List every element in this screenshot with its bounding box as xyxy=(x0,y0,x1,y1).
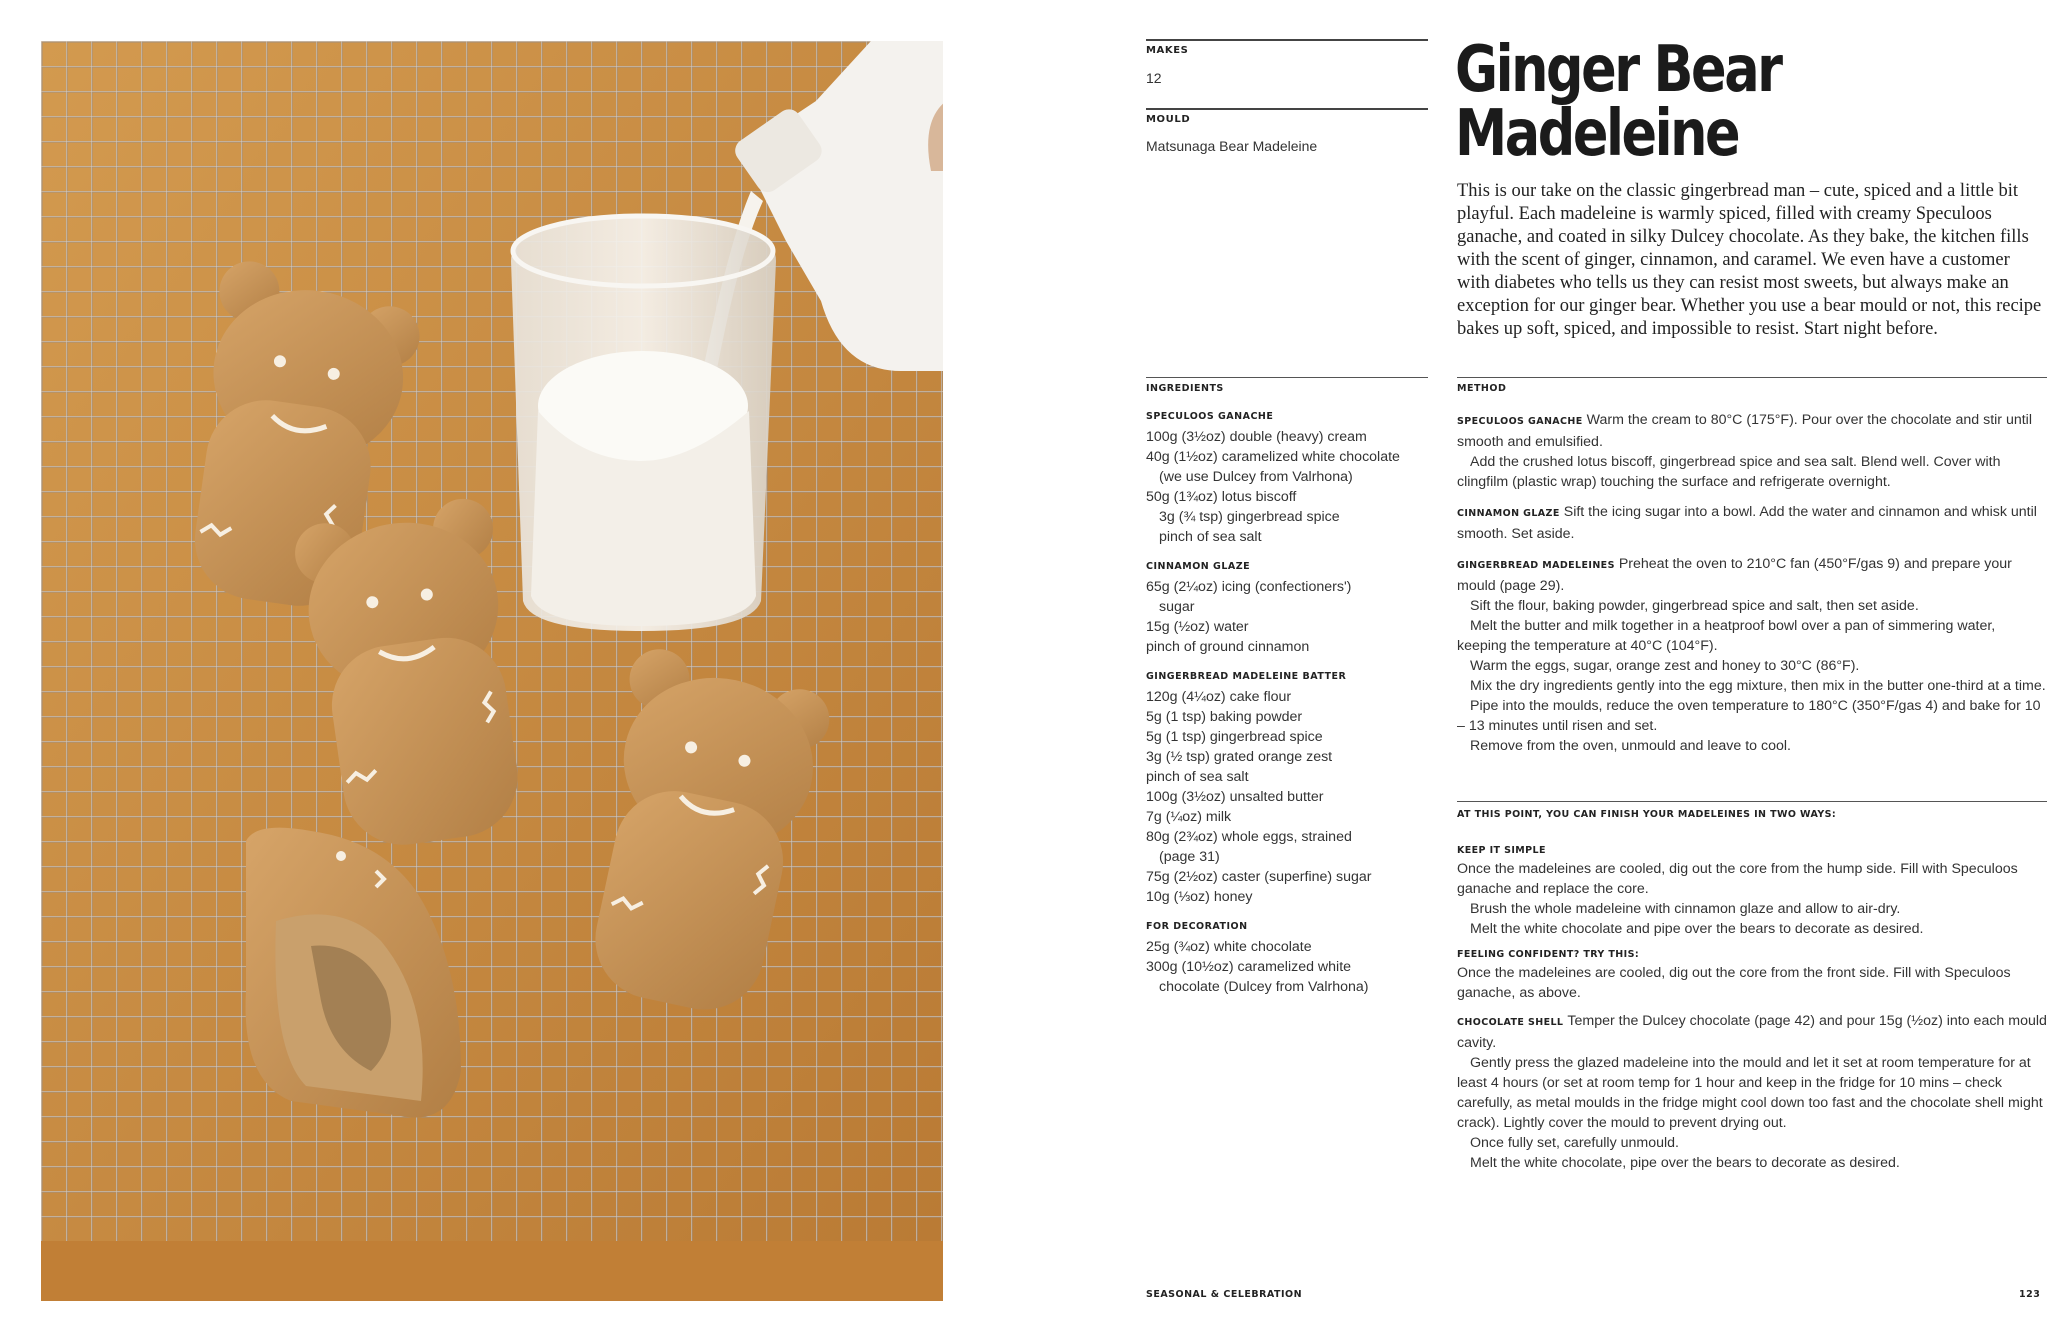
ingredients-heading: INGREDIENTS xyxy=(1146,383,1224,394)
finish-option xyxy=(1457,843,2047,939)
finish-option-line: Brush the whole madeleine with cinnamon glaze and allow to air-dry. xyxy=(1470,901,1901,917)
ingredient-line: pinch of sea salt xyxy=(1159,529,1262,545)
ingredient-line: 3g (½ tsp) grated orange zest xyxy=(1146,749,1333,765)
ingredient-line: 65g (2¼oz) icing (confectioners') xyxy=(1146,579,1352,595)
method-step-text: Warm the cream to 80°C (175°F). Pour over the chocolate and stir until smooth and emulsified. xyxy=(1457,412,2032,450)
ingredient-line: 3g (¾ tsp) gingerbread spice xyxy=(1159,509,1340,525)
ingredient-line: 100g (3½oz) double (heavy) cream xyxy=(1146,429,1367,445)
recipe-photo xyxy=(41,41,943,1301)
mould-rule xyxy=(1146,108,1428,110)
method-step-paragraph: Add the crushed lotus biscoff, gingerbread spice and sea salt. Blend well. Cover with clingfilm (plastic wrap) touching the surface and refrigerate overnight. xyxy=(1457,454,2001,490)
ingredient-group-name: CINNAMON GLAZE xyxy=(1146,561,1251,572)
ingredient-line: 80g (2¾oz) whole eggs, strained xyxy=(1146,829,1352,845)
mould-label: MOULD xyxy=(1146,114,1191,125)
chocolate-shell-first xyxy=(1457,1011,2047,1053)
chocolate-shell-paragraph: Gently press the glazed madeleine into the mould and let it set at room temperature for at least 4 hours (or set at room temp for 1 hour and keep in the fridge for 10 mins – check carefully, as metal moulds in the fridge might cool down too fast and the chocolate shell might crack). Lightly cover the mould to prevent drying out. xyxy=(1457,1055,2043,1131)
makes-rule xyxy=(1146,39,1428,41)
ingredient-line: 75g (2½oz) caster (superfine) sugar xyxy=(1146,869,1372,885)
method-rule xyxy=(1457,377,2047,378)
method-step xyxy=(1457,502,2047,544)
ingredient-line: 15g (½oz) water xyxy=(1146,619,1249,635)
ingredient-group xyxy=(1146,670,1426,907)
method-step xyxy=(1457,554,2047,756)
finish-option-line: Once the madeleines are cooled, dig out the core from the front side. Fill with Speculoos ganache, as above. xyxy=(1457,965,2011,1001)
method-step-first xyxy=(1457,554,2047,596)
ingredient-groups xyxy=(1146,410,1426,997)
method-step-paragraph: Mix the dry ingredients gently into the egg mixture, then mix in the butter one-third at a time. xyxy=(1470,678,2046,694)
method-step-paragraph: Sift the flour, baking powder, gingerbread spice and salt, then set aside. xyxy=(1470,598,1919,614)
title-line-1: Ginger Bear xyxy=(1455,33,1781,107)
finish-option xyxy=(1457,947,2047,1003)
chocolate-shell-text: Temper the Dulcey chocolate (page 42) and pour 15g (½oz) into each mould cavity. xyxy=(1457,1013,2047,1051)
method-step-paragraph: Pipe into the moulds, reduce the oven temperature to 180°C (350°F/gas 4) and bake for 10 – 13 minutes until risen and set. xyxy=(1457,698,2041,734)
method-step-label: SPECULOOS GANACHE xyxy=(1457,416,1583,427)
ingredient-line: 100g (3½oz) unsalted butter xyxy=(1146,789,1324,805)
chocolate-shell-step xyxy=(1457,1011,2047,1173)
finish-option-label: FEELING CONFIDENT? TRY THIS: xyxy=(1457,949,1640,960)
chocolate-shell-paragraph: Once fully set, carefully unmould. xyxy=(1470,1135,1679,1151)
finish-section xyxy=(1457,805,2047,1173)
ingredient-line: (page 31) xyxy=(1159,849,1220,865)
method-step xyxy=(1457,410,2047,492)
method-step-paragraph: Remove from the oven, unmould and leave to cool. xyxy=(1470,738,1791,754)
ingredient-line: 5g (1 tsp) gingerbread spice xyxy=(1146,729,1323,745)
finish-heading: AT THIS POINT, YOU CAN FINISH YOUR MADELEINES IN TWO WAYS: xyxy=(1457,809,1837,820)
chocolate-shell-paragraph: Melt the white chocolate, pipe over the bears to decorate as desired. xyxy=(1470,1155,1900,1171)
method-section xyxy=(1457,382,2047,756)
ingredient-line: pinch of ground cinnamon xyxy=(1146,639,1310,655)
milk-glass xyxy=(511,216,776,631)
method-step-first xyxy=(1457,410,2047,452)
method-step-first xyxy=(1457,502,2047,544)
ingredient-line: 50g (1¾oz) lotus biscoff xyxy=(1146,489,1297,505)
ingredient-line: chocolate (Dulcey from Valrhona) xyxy=(1159,979,1369,995)
ingredient-line: (we use Dulcey from Valrhona) xyxy=(1159,469,1353,485)
recipe-intro: This is our take on the classic gingerbread man – cute, spiced and a little bit playful. Each madeleine is warmly spiced, filled with creamy Speculoos ganache, and coated in silky Dulcey chocolate. As they bake, the kitchen fills with the scent of ginger, cinnamon, and caramel. We even have a customer with diabetes who tells us they can resist most sweets, but always make an exception for our ginger bear. Whether you use a bear mould or not, this recipe bakes up soft, spiced, and impossible to resist. Start night before. xyxy=(1457,181,2042,339)
ingredient-group-name: FOR DECORATION xyxy=(1146,921,1248,932)
recipe-title xyxy=(1455,33,1914,171)
finish-option-line: Melt the white chocolate and pipe over the bears to decorate as desired. xyxy=(1470,921,1924,937)
finish-rule xyxy=(1457,801,2047,802)
ingredient-line: 25g (¾oz) white chocolate xyxy=(1146,939,1312,955)
finish-option-line: Once the madeleines are cooled, dig out the core from the hump side. Fill with Speculoos ganache and replace the core. xyxy=(1457,861,2018,897)
title-line-2: Madeleine xyxy=(1455,97,1739,171)
ingredients-rule xyxy=(1146,377,1428,378)
ingredient-line: 300g (10½oz) caramelized white xyxy=(1146,959,1352,975)
method-step-paragraph: Warm the eggs, sugar, orange zest and honey to 30°C (86°F). xyxy=(1470,658,1860,674)
footer-section-name: SEASONAL & CELEBRATION xyxy=(1146,1289,1303,1300)
ingredient-group xyxy=(1146,560,1426,657)
ingredient-group xyxy=(1146,410,1426,547)
method-heading: METHOD xyxy=(1457,383,1507,394)
method-step-label: CINNAMON GLAZE xyxy=(1457,508,1560,519)
ingredient-group-name: SPECULOOS GANACHE xyxy=(1146,411,1274,422)
method-steps xyxy=(1457,410,2047,756)
ingredient-line: sugar xyxy=(1159,599,1195,615)
chocolate-shell-label: CHOCOLATE SHELL xyxy=(1457,1017,1564,1028)
method-step-text: Preheat the oven to 210°C fan (450°F/gas 9) and prepare your mould (page 29). xyxy=(1457,556,2012,594)
finish-options xyxy=(1457,843,2047,1003)
mould-value: Matsunaga Bear Madeleine xyxy=(1146,138,1318,154)
chocolate-shell-more xyxy=(1457,1053,2047,1173)
ingredient-line: 7g (¼oz) milk xyxy=(1146,809,1232,825)
makes-label: MAKES xyxy=(1146,45,1189,56)
finish-option-label: KEEP IT SIMPLE xyxy=(1457,845,1546,856)
method-step-text: Sift the icing sugar into a bowl. Add the water and cinnamon and whisk until smooth. Set aside. xyxy=(1457,504,2037,542)
ingredients-section xyxy=(1146,382,1426,997)
ingredient-line: 10g (⅓oz) honey xyxy=(1146,889,1253,905)
ingredient-line: 120g (4¼oz) cake flour xyxy=(1146,689,1292,705)
method-step-paragraph: Melt the butter and milk together in a heatproof bowl over a pan of simmering water, keeping the temperature at 40°C (104°F). xyxy=(1457,618,1996,654)
ingredient-group-name: GINGERBREAD MADELEINE BATTER xyxy=(1146,671,1347,682)
madeleine-photo-illustration xyxy=(41,41,943,1301)
ingredient-line: 5g (1 tsp) baking powder xyxy=(1146,709,1303,725)
ingredient-line: pinch of sea salt xyxy=(1146,769,1249,785)
ingredient-line: 40g (1½oz) caramelized white chocolate xyxy=(1146,449,1400,465)
method-step-label: GINGERBREAD MADELEINES xyxy=(1457,560,1615,571)
page-number: 123 xyxy=(2019,1289,2041,1300)
makes-value: 12 xyxy=(1146,70,1162,86)
ingredient-group xyxy=(1146,920,1426,997)
